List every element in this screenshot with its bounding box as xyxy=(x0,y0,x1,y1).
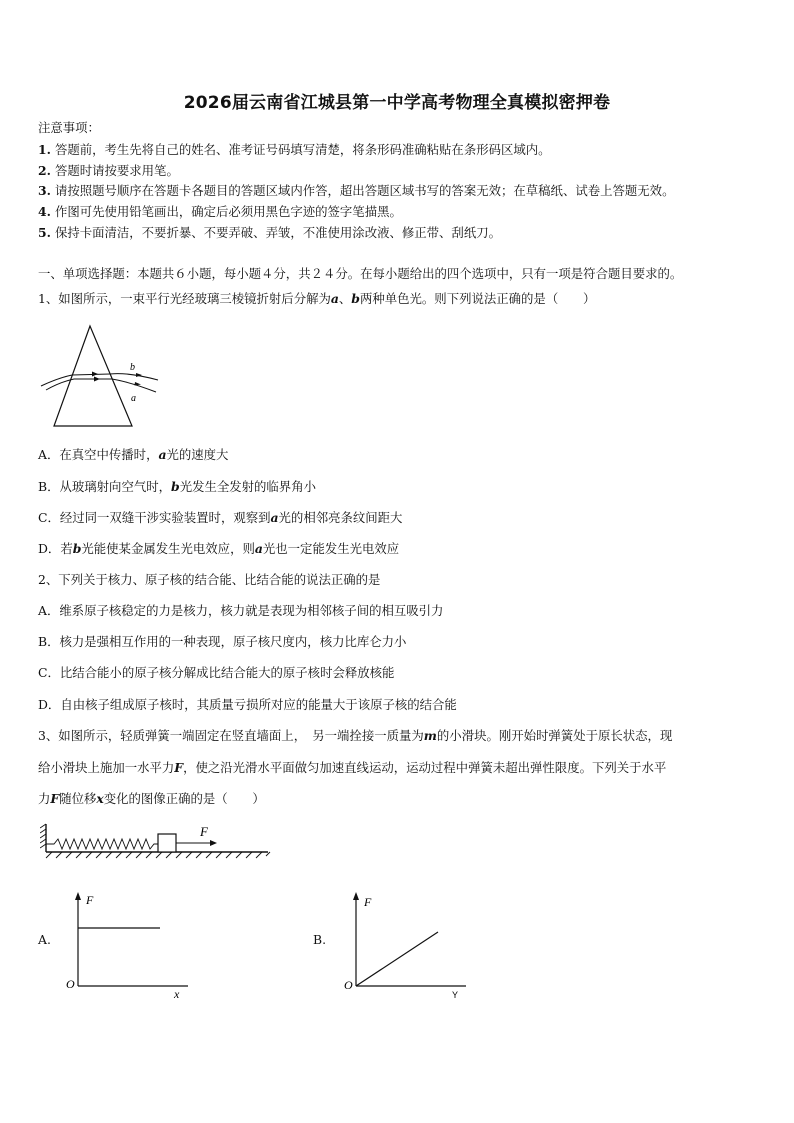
option-text: 光的速度大 xyxy=(166,447,229,462)
question-2-stem: 2、下列关于核力、原子核的结合能、比结合能的说法正确的是 xyxy=(38,572,381,587)
notice-item-num: 2. xyxy=(38,163,51,178)
question-3-stem-line1 xyxy=(38,728,672,744)
page-title: 2026届云南省江城县第一中学高考物理全真模拟密押卷 xyxy=(183,93,611,113)
ray-b xyxy=(110,374,158,380)
q1-var-b: b xyxy=(351,291,360,306)
q3-var-m: m xyxy=(423,728,437,743)
ray-b-label: b xyxy=(130,362,135,373)
q2-option-c: C．比结合能小的原子核分解成比结合能大的原子核时会释放核能 xyxy=(38,665,395,680)
spring-figure xyxy=(40,820,272,862)
notice-item-text: 保持卡面清洁，不要折暴、不要弄破、弄皱，不准使用涂改液、修正带、刮纸刀。 xyxy=(54,225,501,240)
q1-option-b xyxy=(38,479,316,495)
notice-item-text: 作图可先使用铅笔画出，确定后必须用黑色字迹的签字笔描黑。 xyxy=(54,204,402,219)
option-var: a xyxy=(270,510,279,525)
q3-option-a-label: A. xyxy=(38,932,51,947)
q1-stem-text: 、 xyxy=(338,291,352,306)
q3-stem-text: 3、如图所示，轻质弹簧一端固定在竖直墙面上， 另一端拴接一质量为 xyxy=(38,728,424,743)
q1-option-a xyxy=(38,447,228,463)
q3-option-b-label: B. xyxy=(313,932,327,947)
q3-var-x: x xyxy=(96,791,104,806)
origin-label: O xyxy=(66,977,75,991)
q3-stem-text: ，使之沿光滑水平面做匀加速直线运动，运动过程中弹簧未超出弹性限度。下列关于水平 xyxy=(183,760,667,775)
question-1-stem xyxy=(38,291,595,307)
spring xyxy=(46,839,158,849)
notice-item xyxy=(38,225,501,241)
option-text: D．若 xyxy=(38,541,73,556)
q1-var-a: a xyxy=(330,291,339,306)
notice-heading: 注意事项： xyxy=(38,120,100,135)
question-3-stem-line3 xyxy=(38,791,265,807)
option-var: b xyxy=(72,541,82,556)
option-var: a xyxy=(254,541,263,556)
notice-item-text: 请按照题号顺序在答题卡各题目的答题区域内作答，超出答题区域书写的答案无效；在草稿纸、试卷上答题无效。 xyxy=(54,183,675,198)
x-axis-label: Y xyxy=(452,990,459,1000)
q3-graph-a xyxy=(64,890,196,1002)
q1-option-c xyxy=(38,510,402,526)
q1-stem-text: 1、如图所示，一束平行光经玻璃三棱镜折射后分解为 xyxy=(38,291,331,306)
notice-item xyxy=(38,142,551,158)
q3-stem-text: 的小滑块。刚开始时弹簧处于原长状态，现 xyxy=(436,728,673,743)
option-text: A．在真空中传播时， xyxy=(38,447,159,462)
q2-option-d: D．自由核子组成原子核时，其质量亏损所对应的能量大于该原子核的结合能 xyxy=(38,697,457,712)
q3-stem-text: 变化的图像正确的是（ ） xyxy=(103,791,265,806)
notice-item-num: 4. xyxy=(38,204,51,219)
q3-stem-text: 力 xyxy=(38,791,51,806)
graph-b-line xyxy=(356,932,438,986)
option-text: C．经过同一双缝干涉实验装置时，观察到 xyxy=(38,510,271,525)
q1-stem-text: 两种单色光。则下列说法正确的是（ ） xyxy=(359,291,596,306)
notice-item-num: 1. xyxy=(38,142,51,157)
q3-graph-b xyxy=(342,890,474,1002)
y-axis-label: F xyxy=(364,895,372,909)
notice-item-text: 答题时请按要求用笔。 xyxy=(54,163,179,178)
x-axis-label: x xyxy=(174,987,180,1001)
q2-option-a: A．维系原子核稳定的力是核力，核力就是表现为相邻核子间的相互吸引力 xyxy=(38,603,444,618)
option-var: b xyxy=(171,479,180,494)
ray-a xyxy=(112,379,156,392)
option-text: 光能使某金属发生光电效应，则 xyxy=(81,541,255,556)
option-var: a xyxy=(158,447,167,462)
notice-item xyxy=(38,163,179,179)
option-text: 光也一定能发生光电效应 xyxy=(262,541,400,556)
question-3-stem-line2 xyxy=(38,760,666,776)
q1-option-d xyxy=(38,541,399,557)
y-axis-label: F xyxy=(86,893,94,907)
option-text: 光的相邻亮条纹间距大 xyxy=(278,510,403,525)
option-text: B．从玻璃射向空气时， xyxy=(38,479,172,494)
q3-stem-text: 随位移 xyxy=(59,791,97,806)
slider-block xyxy=(158,834,176,852)
q3-var-f: F xyxy=(174,760,184,775)
notice-item-text: 答题前，考生先将自己的姓名、准考证号码填写清楚，将条形码准确粘贴在条形码区域内。 xyxy=(54,142,551,157)
origin-label: O xyxy=(344,978,353,992)
q2-option-b: B．核力是强相互作用的一种表现，原子核尺度内，核力比库仑力小 xyxy=(38,634,407,649)
prism-figure xyxy=(38,322,168,432)
notice-item xyxy=(38,204,402,220)
option-text: 光发生全发射的临界角小 xyxy=(179,479,316,494)
notice-item-num: 3. xyxy=(38,183,51,198)
q3-var-f: F xyxy=(50,791,60,806)
ray-a-label: a xyxy=(131,393,136,404)
force-label: F xyxy=(200,824,208,839)
section-heading: 一、单项选择题：本题共６小题，每小题４分，共２４分。在每小题给出的四个选项中，只有一项是符合题目要求的。 xyxy=(38,266,683,281)
notice-item-num: 5. xyxy=(38,225,51,240)
notice-item xyxy=(38,183,674,199)
q3-stem-text: 给小滑块上施加一水平力 xyxy=(38,760,175,775)
